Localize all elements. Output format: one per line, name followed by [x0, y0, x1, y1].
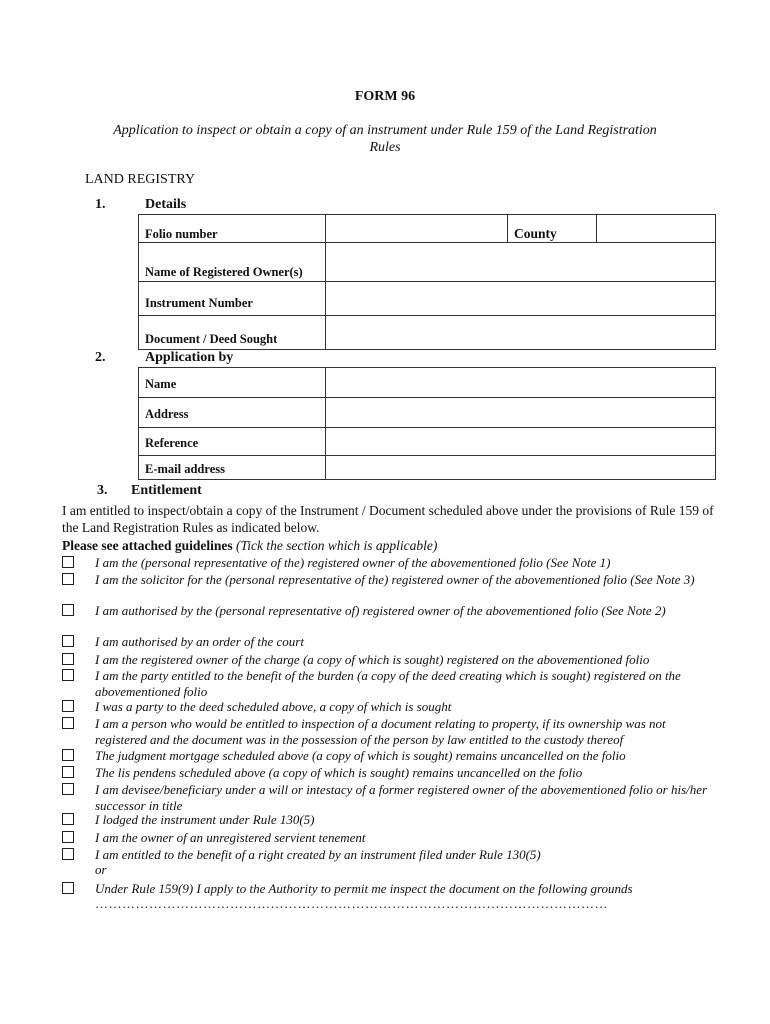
- checkbox[interactable]: [62, 556, 74, 568]
- option-text: The judgment mortgage scheduled above (a copy of which is sought) remains uncancelled on the folio: [95, 748, 626, 763]
- details-table: [138, 214, 716, 350]
- checkbox[interactable]: [62, 604, 74, 616]
- guidelines-italic: (Tick the section which is applicable): [235, 538, 438, 553]
- checkbox[interactable]: [62, 700, 74, 712]
- folio-number-label: Folio number: [139, 215, 326, 243]
- applicant-address-label: Address: [139, 398, 326, 428]
- instrument-number-label: Instrument Number: [139, 282, 326, 316]
- checkbox[interactable]: [62, 717, 74, 729]
- guidelines-bold: Please see attached guidelines: [62, 538, 233, 553]
- option-text: I am entitled to the benefit of a right created by an instrument filed under Rule 130(5): [95, 847, 541, 862]
- document-sought-label: Document / Deed Sought: [139, 316, 326, 350]
- checkbox[interactable]: [62, 766, 74, 778]
- document-sought-field[interactable]: [326, 316, 716, 350]
- option-text: I am the party entitled to the benefit of the burden (a copy of the deed creating which is sought) registered on the abovementioned folio: [95, 668, 681, 699]
- applicant-address-field[interactable]: [326, 398, 716, 428]
- applicant-email-label: E-mail address: [139, 456, 326, 480]
- option-text: I am the (personal representative of the) registered owner of the abovementioned folio (See Note 1): [95, 555, 611, 570]
- checkbox[interactable]: [62, 882, 74, 894]
- form-title: FORM 96: [354, 89, 416, 104]
- applicant-table: [138, 367, 716, 480]
- registered-owner-label: Name of Registered Owner(s): [139, 243, 326, 282]
- checkbox[interactable]: [62, 848, 74, 860]
- applicant-name-label: Name: [139, 368, 326, 398]
- applicant-reference-label: Reference: [139, 428, 326, 456]
- instrument-number-field[interactable]: [326, 282, 716, 316]
- option-text: I am the registered owner of the charge (a copy of which is sought) registered on the abovementioned folio: [95, 652, 650, 667]
- county-label: County: [508, 215, 597, 243]
- or-separator: or: [95, 862, 107, 877]
- grounds-dotted-line[interactable]: ……………………………………………………………………………………………………: [95, 896, 608, 911]
- option-text: I am authorised by the (personal representative of) registered owner of the abovementioned folio (See Note 2): [95, 603, 666, 618]
- form-subtitle: Application to inspect or obtain a copy of an instrument under Rule 159 of the Land Registration Rules: [113, 123, 657, 155]
- checkbox[interactable]: [62, 635, 74, 647]
- option-text: I am the solicitor for the (personal representative of the) registered owner of the abovementioned folio (See Note 3): [95, 572, 695, 587]
- option-text: I am the owner of an unregistered servient tenement: [95, 830, 366, 845]
- option-text: I was a party to the deed scheduled above, a copy of which is sought: [95, 699, 452, 714]
- section-2-heading: Application by: [145, 350, 234, 365]
- option-text: The lis pendens scheduled above (a copy of which is sought) remains uncancelled on the folio: [95, 765, 583, 780]
- section-3-number: 3.: [97, 483, 108, 498]
- checkbox[interactable]: [62, 783, 74, 795]
- folio-number-field[interactable]: [326, 215, 508, 243]
- applicant-name-field[interactable]: [326, 368, 716, 398]
- checkbox[interactable]: [62, 831, 74, 843]
- checkbox[interactable]: [62, 749, 74, 761]
- option-text: I lodged the instrument under Rule 130(5): [95, 812, 315, 827]
- entitlement-intro: I am entitled to inspect/obtain a copy of the Instrument / Document scheduled above under the provisions of Rule 159 of the Land Registration Rules as indicated below.: [62, 503, 714, 535]
- option-text: I am a person who would be entitled to inspection of a document relating to property, if its ownership was not registered and the document was in the possession of the person by law entitled to the custody thereof: [95, 716, 666, 747]
- office-name: LAND REGISTRY: [85, 172, 196, 187]
- county-field[interactable]: [597, 215, 716, 243]
- option-text: I am authorised by an order of the court: [95, 634, 304, 649]
- checkbox[interactable]: [62, 669, 74, 681]
- applicant-reference-field[interactable]: [326, 428, 716, 456]
- applicant-email-field[interactable]: [326, 456, 716, 480]
- checkbox[interactable]: [62, 813, 74, 825]
- section-1-heading: Details: [145, 197, 187, 212]
- section-2-number: 2.: [95, 350, 106, 365]
- checkbox[interactable]: [62, 653, 74, 665]
- option-text: Under Rule 159(9) I apply to the Authority to permit me inspect the document on the following grounds: [95, 881, 633, 896]
- guidelines-note: [62, 538, 437, 554]
- section-1-number: 1.: [95, 197, 106, 212]
- section-3-heading: Entitlement: [131, 483, 202, 498]
- option-text: I am devisee/beneficiary under a will or intestacy of a former registered owner of the abovementioned folio or his/her successor in title: [95, 782, 708, 813]
- checkbox[interactable]: [62, 573, 74, 585]
- registered-owner-field[interactable]: [326, 243, 716, 282]
